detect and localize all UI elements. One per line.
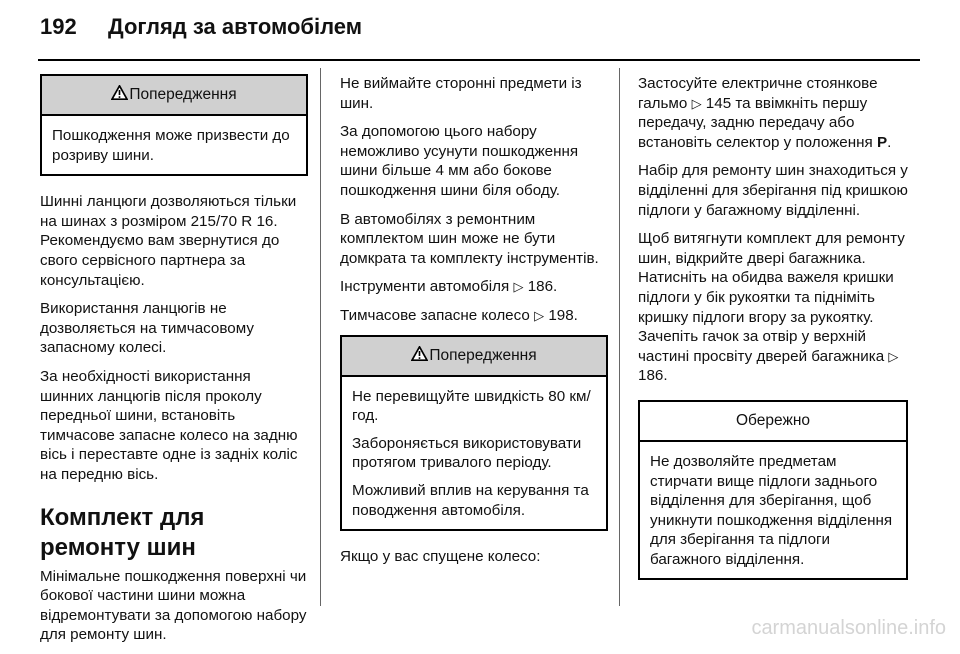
warning-box <box>340 335 608 532</box>
warning-heading <box>42 76 306 116</box>
column-divider <box>320 68 321 606</box>
caution-box <box>638 400 908 581</box>
caution-heading: Обережно <box>640 402 906 442</box>
paragraph: Мінімальне пошкодження поверхні чи бокової частини шини можна відремонтувати за допомогою набору для ремонту шин. <box>40 567 307 644</box>
reference-arrow-icon: ▷ <box>534 307 545 323</box>
column-1 <box>40 74 308 654</box>
paragraph-text: та ввімкніть першу передачу, задню передачу або встановіть селектор у положення <box>638 94 873 151</box>
reference-text: Інструменти автомобіля <box>340 278 510 296</box>
paragraph: Шинні ланцюги дозволяються тільки на шинах з розміром 215/70 R 16. Рекомендуємо вам звернутися до свого сервісного партнера за консультацією. <box>40 193 297 289</box>
paragraph: За необхідності використання шинних ланцюгів після проколу передньої шини, встановіть тимчасове запасне колесо на задню вісь і переставте одне із задніх коліс на передню вісь. <box>40 367 298 483</box>
reference-arrow-icon: ▷ <box>513 279 524 295</box>
section-title: Комплект для ремонту шин <box>40 503 205 561</box>
warning-heading-label: Попередження <box>129 86 237 103</box>
page-reference-link[interactable]: 198. <box>548 306 578 324</box>
header-rule <box>38 59 920 61</box>
page-reference-link[interactable]: 186. <box>638 367 668 385</box>
reference-line <box>340 306 608 326</box>
warning-text: Не перевищуйте швидкість 80 км/год. <box>352 387 591 425</box>
paragraph <box>638 229 908 386</box>
paragraph: Застосуйте електричне стоянкове гальмо ▷ 145 та ввімкніть першу передачу, задню передачу або встановіть селектор у положення P. <box>638 75 892 151</box>
reference-arrow-icon: ▷ <box>691 95 702 111</box>
column-divider <box>619 68 620 606</box>
warning-box <box>40 74 308 176</box>
page-reference-link[interactable]: 186. <box>527 278 558 296</box>
warning-triangle-icon <box>111 85 128 100</box>
warning-text: Пошкодження може призвести до розриву шини. <box>52 127 290 164</box>
warning-heading <box>342 337 606 377</box>
paragraph: За допомогою цього набору неможливо усунути пошкодження шини більше 4 мм або бокове пошкодження шини біля ободу. <box>340 123 579 199</box>
reference-text: Тимчасове запасне колесо <box>340 306 530 324</box>
watermark: carmanualsonline.info <box>751 617 946 639</box>
warning-text: Забороняється використовувати протягом тривалого періоду. <box>352 434 582 472</box>
page-title: Догляд за автомобілем <box>108 14 363 39</box>
caution-text: Не дозволяйте предметам стирчати вище підлоги заднього відділення для зберігання, щоб уникнути пошкодження відділення для зберігання та підлоги багажного відділення. <box>650 452 893 568</box>
paragraph: В автомобілях з ремонтним комплектом шин може не бути домкрата та комплекту інструментів. <box>340 210 599 267</box>
gear-position-label: P <box>876 133 888 151</box>
reference-arrow-icon: ▷ <box>888 348 899 364</box>
reference-line <box>340 277 608 297</box>
page-number: 192 <box>40 14 77 39</box>
warning-triangle-icon <box>411 346 428 361</box>
paragraph: Набір для ремонту шин знаходиться у відділенні для зберігання під кришкою підлоги у багажному відділенні. <box>638 162 908 219</box>
paragraph-text: Застосуйте електричне стоянкове гальмо <box>638 75 878 112</box>
page-reference-link[interactable]: 145 <box>705 94 732 112</box>
paragraph-text: Щоб витягнути комплект для ремонту шин, відкрийте двері багажника. Натисніть на обидва важеля кришки підлоги у бік рукоятки та підніміть кришку підлоги вгору за рукоятку. Зачепіть гачок за отвір у верхній частині просвіту дверей багажника <box>638 230 905 365</box>
column-3 <box>638 74 908 596</box>
column-2 <box>340 74 608 576</box>
warning-heading-label: Попередження <box>429 346 537 364</box>
paragraph: Не виймайте сторонні предмети із шин. <box>340 75 582 112</box>
paragraph: Використання ланцюгів не дозволяється на тимчасовому запасному колесі. <box>40 300 254 357</box>
warning-text: Можливий вплив на керування та поводження автомобіля. <box>352 481 589 519</box>
paragraph: Якщо у вас спущене колесо: <box>340 548 541 566</box>
